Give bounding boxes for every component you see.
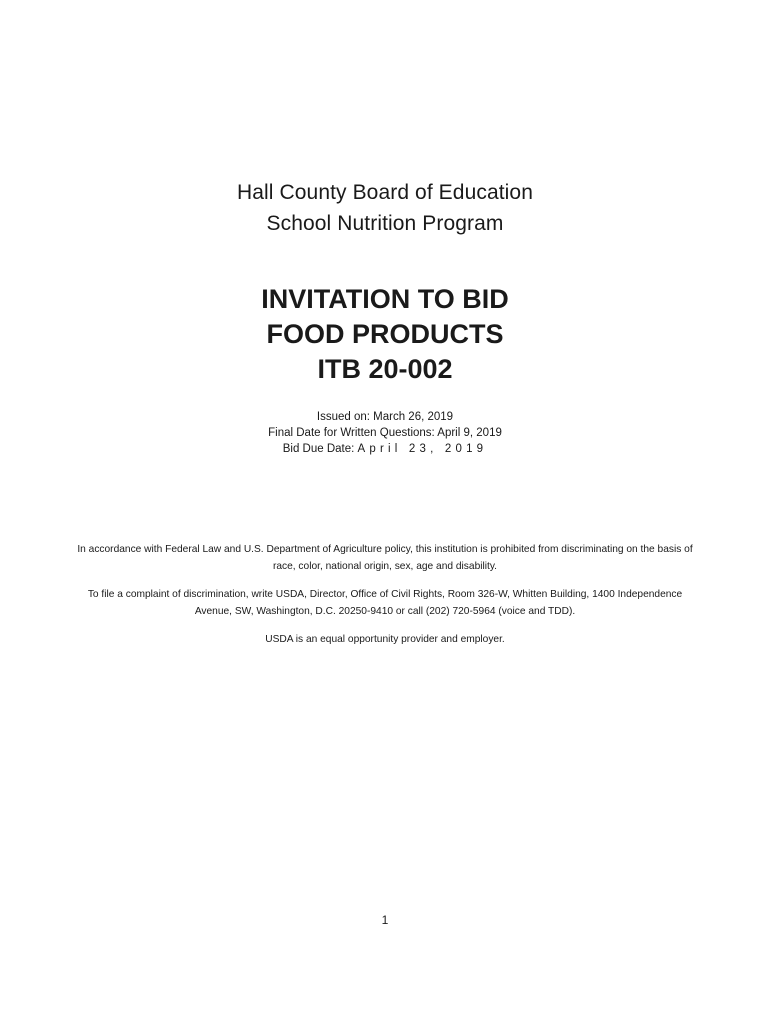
bid-due-label: Bid Due Date: xyxy=(282,443,358,455)
questions-deadline: Final Date for Written Questions: April 9, 2019 xyxy=(268,427,502,439)
organization-header xyxy=(0,177,770,239)
key-dates xyxy=(0,409,770,457)
bid-due-value: April 23, 2019 xyxy=(357,443,488,455)
program-name: School Nutrition Program xyxy=(266,212,504,235)
title-line-3: ITB 20-002 xyxy=(317,354,453,384)
page-number: 1 xyxy=(381,913,389,927)
title-line-1: INVITATION TO BID xyxy=(261,284,509,314)
title-line-2: FOOD PRODUCTS xyxy=(266,319,504,349)
nondiscrimination-statement: In accordance with Federal Law and U.S. Department of Agriculture policy, this institution is prohibited from discriminating on the basis of race, color, national origin, sex, age and disability. xyxy=(77,544,693,572)
document-title xyxy=(0,282,770,387)
bid-due-date xyxy=(0,441,770,457)
issued-date: Issued on: March 26, 2019 xyxy=(316,411,454,423)
organization-name: Hall County Board of Education xyxy=(236,181,533,204)
complaint-instructions: To file a complaint of discrimination, write USDA, Director, Office of Civil Rights, Room 326-W, Whitten Building, 1400 Independence Avenue, SW, Washington, D.C. 20250-9410 or call (202) 720-5964 (voice and TDD). xyxy=(87,589,683,617)
nondiscrimination-notice xyxy=(70,541,700,659)
equal-opportunity-statement: USDA is an equal opportunity provider and employer. xyxy=(265,634,505,645)
